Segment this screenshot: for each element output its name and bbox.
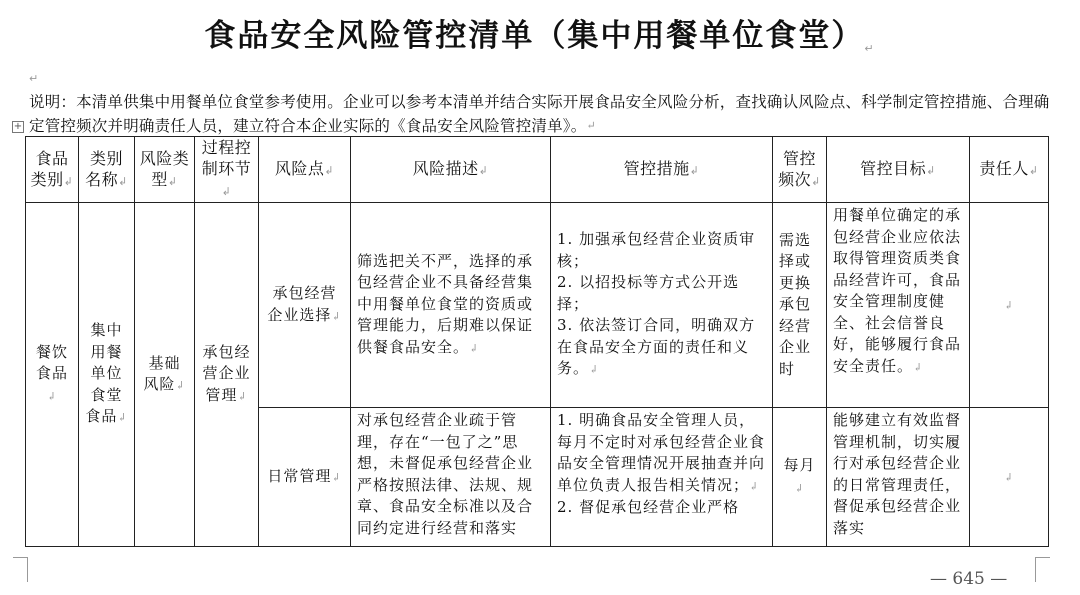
measure-item: 2. 以招投标等方式公开选择；	[557, 273, 740, 313]
cell-risk-description: 筛选把关不严，选择的承包经营企业不具备经营集中用餐单位食堂的资质或管理能力，后期难以保证供餐食品安全。↲	[351, 203, 551, 408]
header-category-name: 类别名称↲	[79, 137, 135, 203]
cell-risk-point: 日常管理↲	[259, 408, 351, 547]
risk-control-table	[25, 136, 1049, 547]
header-measures: 管控措施↲	[551, 137, 773, 203]
cell-process: 承包经营企业管理↲	[195, 203, 259, 547]
cell-target: 能够建立有效监督管理机制，切实履行对承包经营企业的日常管理责任，督促承包经营企业落实	[827, 408, 970, 547]
header-responsible: 责任人↲	[970, 137, 1049, 203]
header-food-category: 食品类别↲	[26, 137, 79, 203]
header-risk-description: 风险描述↲	[351, 137, 551, 203]
empty-paragraph-mark: ↵	[29, 72, 39, 85]
title-text: 食品安全风险管控清单（集中用餐单位食堂）	[204, 18, 865, 54]
cell-risk-point: 承包经营企业选择↲	[259, 203, 351, 408]
measure-item: 2. 督促承包经营企业严格	[557, 498, 740, 516]
header-frequency: 管控频次↲	[773, 137, 827, 203]
cell-food-category: 餐饮食品↲	[26, 203, 79, 547]
paragraph-mark: ↵	[864, 42, 876, 55]
header-target: 管控目标↲	[827, 137, 970, 203]
page-number: — 645 —	[930, 569, 1008, 589]
cell-measures	[551, 408, 773, 547]
cell-frequency: 需选择或更换承包经营企业时	[773, 203, 827, 408]
paragraph-mark: ↵	[586, 119, 596, 132]
cell-frequency: 每月↲	[773, 408, 827, 547]
measure-item: 1. 加强承包经营企业资质审核；	[557, 230, 756, 270]
cell-category-name: 集中用餐单位食堂食品↲	[79, 203, 135, 547]
cell-responsible[interactable]: ↲	[970, 203, 1049, 408]
table-header-row	[26, 137, 1049, 203]
intro-text: 说明：本清单供集中用餐单位食堂参考使用。企业可以参考本清单并结合实际开展食品安全风险分析，查找确认风险点、科学制定管控措施、合理确定管控频次并明确责任人员，建立符合本企业实际的《食品安全风险管控清单》。	[29, 93, 1050, 135]
page-corner-mark	[1035, 557, 1050, 582]
header-risk-point: 风险点↲	[259, 137, 351, 203]
cell-risk-description: 对承包经营企业疏于管理，存在“一包了之”思想，未督促承包经营企业严格按照法律、法规、规章、食品安全标准以及合同约定进行经营和落实	[351, 408, 551, 547]
page-corner-mark	[13, 557, 28, 582]
cell-measures	[551, 203, 773, 408]
cell-risk-type: 基础风险↲	[135, 203, 195, 547]
document-title	[0, 10, 1080, 55]
table-row	[26, 203, 1049, 408]
cell-responsible[interactable]: ↲	[970, 408, 1049, 547]
header-process: 过程控制环节↲	[195, 137, 259, 203]
header-risk-type: 风险类型↲	[135, 137, 195, 203]
table-move-handle-icon[interactable]: +	[13, 121, 23, 132]
cell-target: 用餐单位确定的承包经营企业应依法取得管理资质类食品经营许可，食品安全管理制度健全、社会信誉良好，能够履行食品安全责任。↲	[827, 203, 970, 408]
measure-item: 1. 明确食品安全管理人员，每月不定时对承包经营企业食品安全管理情况开展抽查并向单位负责人报告相关情况；↲	[557, 411, 766, 494]
intro-paragraph	[29, 90, 1054, 138]
measure-item: 3. 依法签订合同，明确双方在食品安全方面的责任和义务。↲	[557, 316, 756, 378]
